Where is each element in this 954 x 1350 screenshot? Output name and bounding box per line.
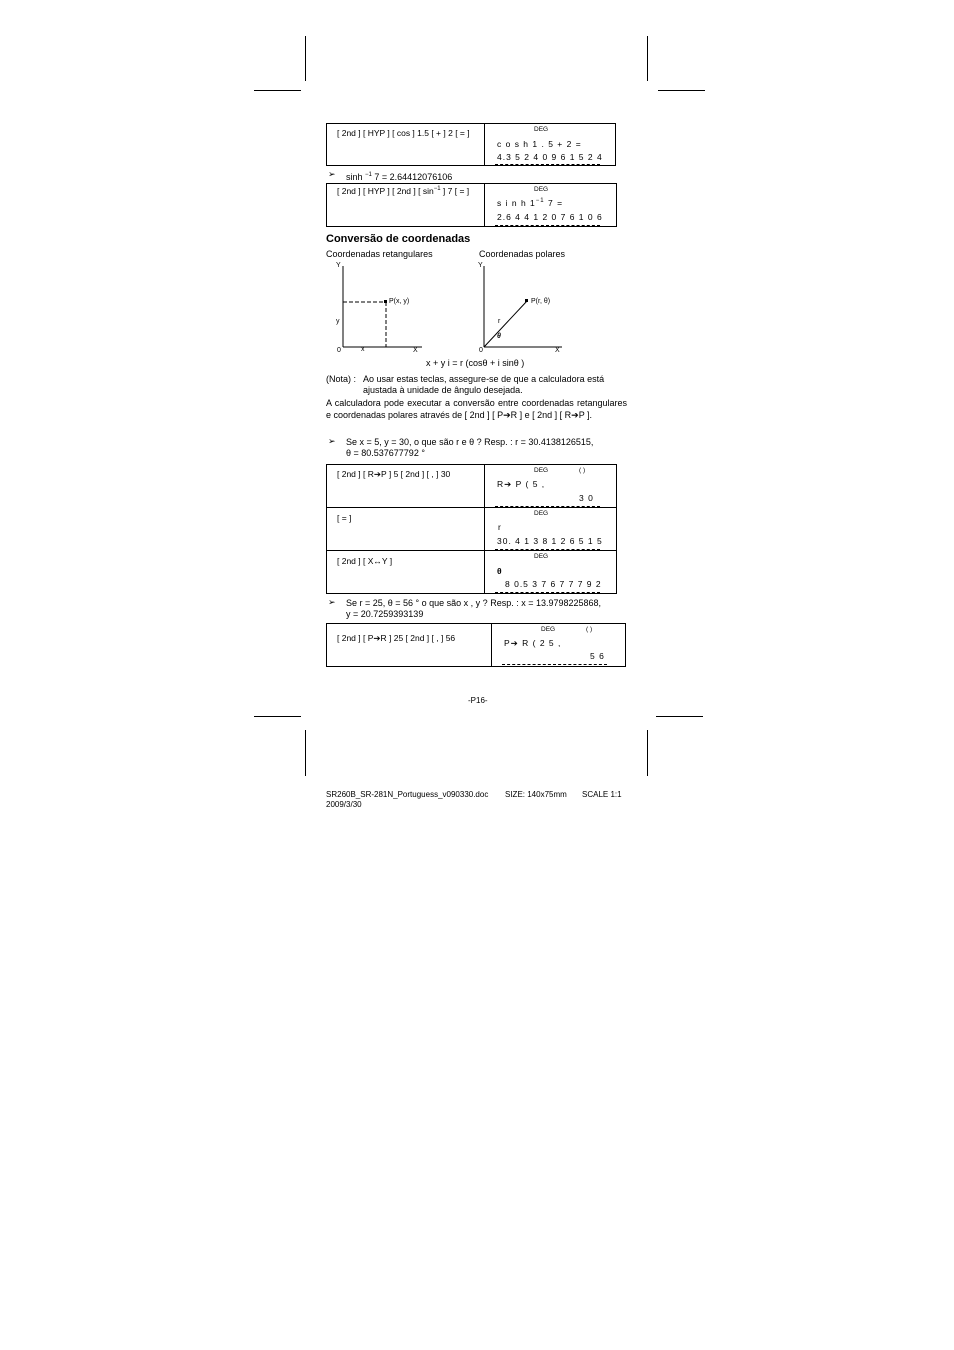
row-divider [326,550,617,551]
note-label: (Nota) : [326,374,357,384]
example-table-pr [326,623,626,667]
row-divider [326,507,617,508]
crop-mark [254,90,301,91]
display-line-2: 2.6 4 4 1 2 0 7 6 1 0 6 [497,212,603,222]
origin-label: 0 [479,347,483,354]
x-axis-label: X [413,347,418,354]
display-line-1: c o s h 1 . 5 + 2 = [497,139,582,149]
bullet-arrow: ➢ [328,169,336,179]
crop-mark [656,716,703,717]
crop-mark [658,90,705,91]
question-1-line-2: θ = 80.537677792 ° [346,448,425,458]
bullet-arrow: ➢ [328,436,336,446]
display-line-2: 4.3 5 2 4 0 9 6 1 5 2 4 [497,152,603,162]
crop-mark [305,730,306,776]
polar-label: Coordenadas polares [479,249,566,259]
display-line-1b: 7 = [548,198,564,208]
sinh-text: sinh [346,172,363,182]
rect-label: Coordenadas retangulares [326,249,433,259]
display-line-1: R➔ P ( 5 , [497,479,546,489]
bullet-arrow: ➢ [328,597,336,607]
x-value-label: x [361,346,365,353]
point-label: P(x, y) [389,298,410,305]
note-line-2: ajustada à unidade de ângulo desejada. [363,385,523,395]
key-sequence: [ 2nd ] [ R➔P ] 5 [ 2nd ] [ , ] 30 [337,469,451,479]
display-underline [495,592,600,593]
x-axis-label: X [555,347,560,354]
display-line-1a: s i n h 1 [497,198,536,208]
deg-indicator: DEG [534,510,549,517]
deg-indicator: DEG [534,553,549,560]
formula: x + y i = r (cosθ + i sinθ ) [426,358,525,368]
paragraph: A calculadora pode executar a conversão entre coordenadas retangulares e coordenadas polares através de [ 2nd ] [ P➔R ] e [ 2nd ] [ R➔P ]. [326,398,627,420]
sinh-superscript: −1 [365,172,372,178]
example-table-rp [326,464,617,594]
keys-part-b: ] 7 [ = ] [442,186,470,196]
sinh-rest: 7 = 2.64412076106 [374,172,453,182]
crop-mark [254,716,301,717]
deg-indicator: DEG [541,626,556,633]
display-line-2: 30. 4 1 3 8 1 2 6 5 1 5 [497,536,603,546]
display-line-2: 5 6 [590,651,605,661]
display-line-2: 3 0 [579,493,594,503]
note-line-1: Ao usar estas teclas, assegure-se de que a calculadora está [363,374,605,384]
table-divider [484,464,485,594]
key-sequence: [ 2nd ] [ P➔R ] 25 [ 2nd ] [ , ] 56 [337,633,456,643]
footer-filename: SR260B_SR-281N_Portuguess_v090330.doc [326,790,489,799]
r-label: r [498,318,501,325]
question-1-line-1: Se x = 5, y = 30, o que são r e θ ? Resp. : r = 30.4138126515, [346,437,594,447]
point-label: P(r, θ) [531,298,551,305]
footer-date: 2009/3/30 [326,800,362,809]
display-underline [495,225,600,226]
key-sequence [337,186,469,196]
display-underline [502,664,607,665]
origin-label: 0 [337,347,341,354]
section-heading: Conversão de coordenadas [326,233,471,245]
question-2-line-1: Se r = 25, θ = 56 ° o que são x , y ? Resp. : x = 13.9798225868, [346,598,602,608]
keys-superscript: −1 [433,186,441,193]
footer-size: SIZE: 140x75mm [505,790,567,799]
table-divider [484,123,485,166]
deg-indicator: DEG [534,126,549,133]
footer-scale: SCALE 1:1 [582,790,622,799]
crop-mark [647,730,648,776]
key-sequence: [ 2nd ] [ HYP ] [ cos ] 1.5 [ + ] 2 [ = ] [337,128,470,138]
display-underline [495,164,600,165]
paren-indicator: ( ) [586,626,593,633]
deg-indicator: DEG [534,186,549,193]
key-sequence: [ = ] [337,513,352,523]
crop-mark [305,36,306,81]
deg-indicator: DEG [534,467,549,474]
question-2-line-2: y = 20.7259393139 [346,609,424,619]
display-line-1: θ [497,566,505,576]
display-line-2: 8 0.5 3 7 6 7 7 7 9 2 [505,579,602,589]
key-sequence: [ 2nd ] [ X↔Y ] [337,556,393,566]
rectangular-graph [326,260,476,360]
example-title [346,170,452,183]
display-underline [495,506,600,507]
table-divider [484,183,485,227]
y-value-label: y [336,318,340,325]
display-line-1: r [498,522,504,532]
y-axis-label: Y [336,262,341,269]
page-number: -P16- [468,696,488,705]
paren-indicator: ( ) [579,467,586,474]
display-line-1 [497,198,563,208]
polar-graph [476,260,576,360]
keys-part-a: [ 2nd ] [ HYP ] [ 2nd ] [ sin [337,186,434,196]
crop-mark [647,36,648,81]
display-line-1: P➔ R ( 2 5 , [504,638,562,648]
table-divider [491,623,492,667]
display-underline [495,549,600,550]
theta-label: θ [497,333,501,340]
y-axis-label: Y [478,262,483,269]
display-superscript: −1 [535,198,545,205]
